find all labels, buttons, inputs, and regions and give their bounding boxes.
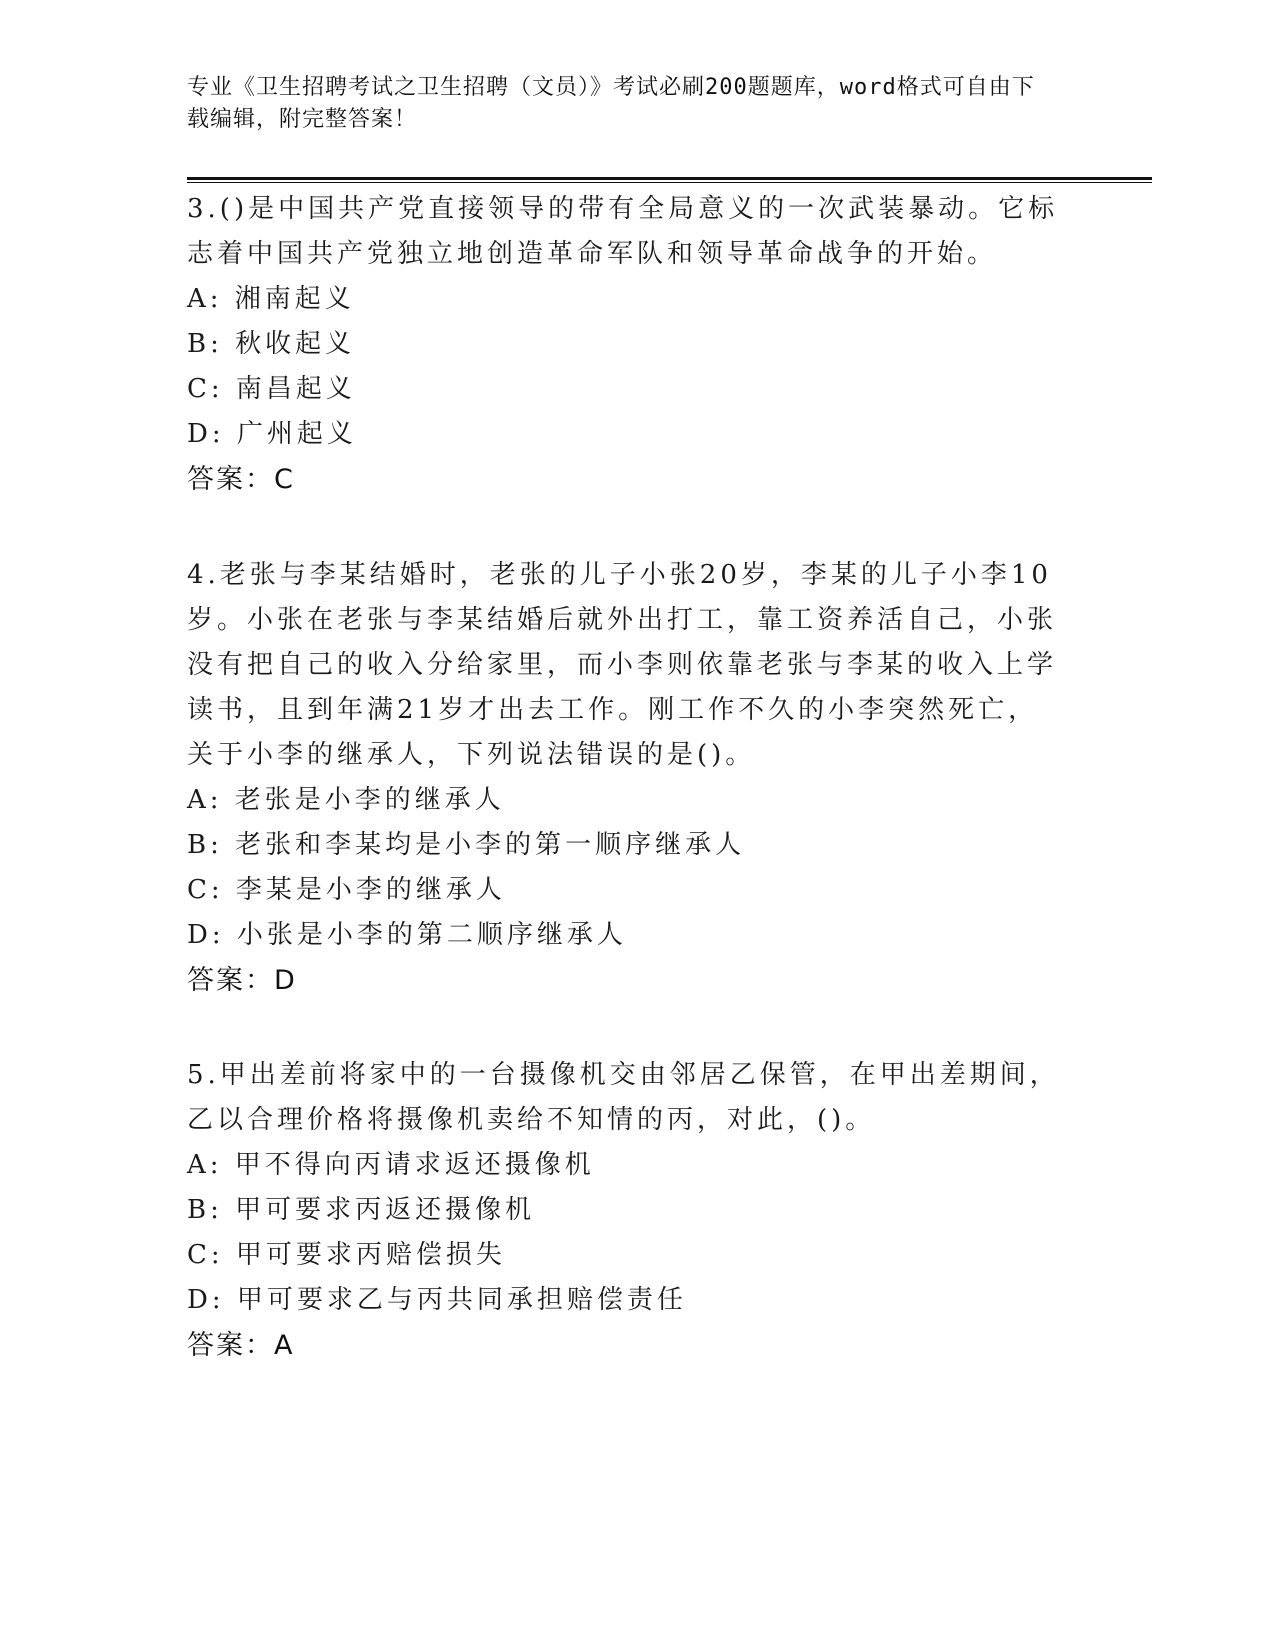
header-divider-thick xyxy=(187,177,1152,180)
answer-line: 答案：D xyxy=(187,965,297,996)
option-c: C: 甲可要求丙赔偿损失 xyxy=(187,1240,506,1270)
question-4 xyxy=(187,553,1067,1003)
document-header: 专业《卫生招聘考试之卫生招聘（文员）》考试必刷200题题库，word格式可自由下载编辑，附完整答案！ xyxy=(187,75,1035,132)
question-stem: 3.()是中国共产党直接领导的带有全局意义的一次武装暴动。它标志着中国共产党独立地创造革命军队和领导革命战争的开始。 xyxy=(187,194,1059,269)
option-b: B: 甲可要求丙返还摄像机 xyxy=(187,1195,536,1225)
option-d: D: 甲可要求乙与丙共同承担赔偿责任 xyxy=(187,1285,687,1315)
answer-line: 答案：C xyxy=(187,464,295,495)
option-b: B: 老张和李某均是小李的第一顺序继承人 xyxy=(187,830,746,860)
option-b: B: 秋收起义 xyxy=(187,329,356,359)
option-a: A: 老张是小李的继承人 xyxy=(187,785,505,815)
answer-line: 答案：A xyxy=(187,1330,295,1361)
question-3 xyxy=(187,187,1067,502)
option-c: C: 南昌起义 xyxy=(187,374,356,404)
option-c: C: 李某是小李的继承人 xyxy=(187,875,506,905)
question-stem: 4.老张与李某结婚时，老张的儿子小张20岁，李某的儿子小李10岁。小张在老张与李某结婚后就外出打工，靠工资养活自己，小张没有把自己的收入分给家里，而小李则依靠老张与李某的收入上学读书，且到年满21岁才出去工作。刚工作不久的小李突然死亡，关于小李的继承人，下列说法错误的是()。 xyxy=(187,560,1058,770)
question-5 xyxy=(187,1053,1067,1368)
option-a: A: 甲不得向丙请求返还摄像机 xyxy=(187,1150,595,1180)
header-divider-thin xyxy=(187,182,1152,183)
option-d: D: 广州起义 xyxy=(187,419,357,449)
question-stem: 5.甲出差前将家中的一台摄像机交由邻居乙保管，在甲出差期间，乙以合理价格将摄像机卖给不知情的丙，对此，()。 xyxy=(187,1060,1060,1135)
option-d: D: 小张是小李的第二顺序继承人 xyxy=(187,920,627,950)
option-a: A: 湘南起义 xyxy=(187,284,355,314)
